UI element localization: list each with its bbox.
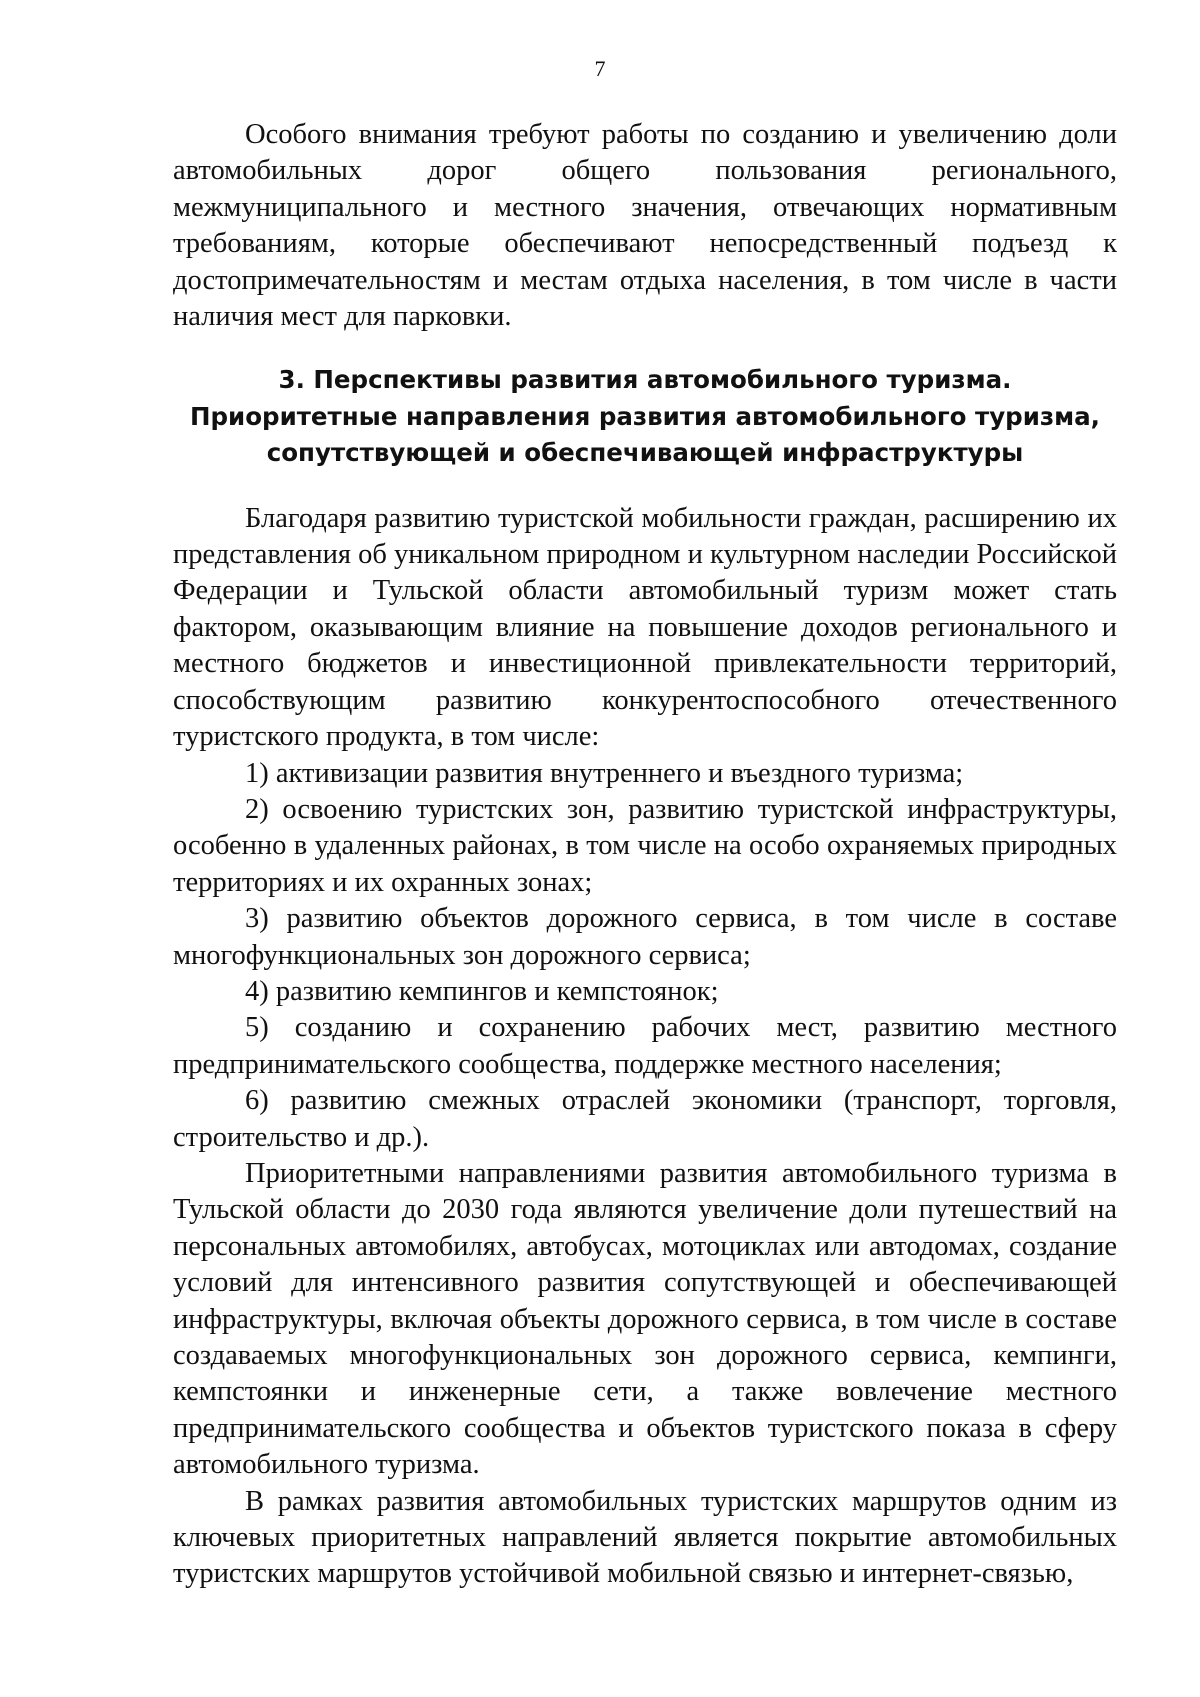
list-item-3: 3) развитию объектов дорожного сервиса, в том числе в составе многофункциональных зон дорожного сервиса; <box>173 903 1117 971</box>
list-item-5: 5) созданию и сохранению рабочих мест, развитию местного предпринимательского сообщества, поддержке местного населения; <box>173 1012 1117 1080</box>
document-body <box>173 117 1117 1593</box>
section-heading-line-3: сопутствующей и обеспечивающей инфраструктуры <box>266 438 1024 468</box>
final-paragraph: В рамках развития автомобильных туристских маршрутов одним из ключевых приоритетных направлений является покрытие автомобильных туристских маршрутов устойчивой мобильной связью и интернет-связью, <box>173 1485 1117 1590</box>
list-item-6: 6) развитию смежных отраслей экономики (транспорт, торговля, строительство и др.). <box>173 1085 1117 1153</box>
priorities-paragraph: Приоритетными направлениями развития автомобильного туризма в Тульской области до 2030 года являются увеличение доли путешествий на персональных автомобилях, автобусах, мотоциклах или автодомах, создание условий для интенсивного развития сопутствующей и обеспечивающей инфраструктуры, включая объекты дорожного сервиса, в том числе в составе создаваемых многофункциональных зон дорожного сервиса, кемпинги, кемпстоянки и инженерные сети, а также вовлечение местного предпринимательского сообщества и объектов туристского показа в сферу автомобильного туризма. <box>173 1157 1117 1481</box>
section-heading <box>173 362 1117 471</box>
body-paragraph: Благодаря развитию туристской мобильности граждан, расширению их представления об уникальном природном и культурном наследии Российской Федерации и Тульской области автомобильный туризм может стать фактором, оказывающим влияние на повышение доходов регионального и местного бюджетов и инвестиционной привлекательности территорий, способствующим развитию конкурентоспособного отечественного туристского продукта, в том числе: <box>173 502 1117 753</box>
list-item-1: 1) активизации развития внутреннего и въездного туризма; <box>245 757 964 789</box>
section-heading-line-2: Приоритетные направления развития автомобильного туризма, <box>189 401 1100 431</box>
page-number: 7 <box>594 56 606 81</box>
list-item-4: 4) развитию кемпингов и кемпстоянок; <box>245 975 719 1007</box>
intro-paragraph: Особого внимания требуют работы по созданию и увеличению доли автомобильных дорог общего пользования регионального, межмуниципального и местного значения, отвечающих нормативным требованиям, которые обеспечивают непосредственный подъезд к достопримечательностям и местам отдыха населения, в том числе в части наличия мест для парковки. <box>173 119 1117 333</box>
section-heading-line-1: 3. Перспективы развития автомобильного туризма. <box>278 365 1012 395</box>
list-item-2: 2) освоению туристских зон, развитию туристской инфраструктуры, особенно в удаленных районах, в том числе на особо охраняемых природных территориях и их охранных зонах; <box>173 793 1117 898</box>
spacer <box>173 472 1117 501</box>
